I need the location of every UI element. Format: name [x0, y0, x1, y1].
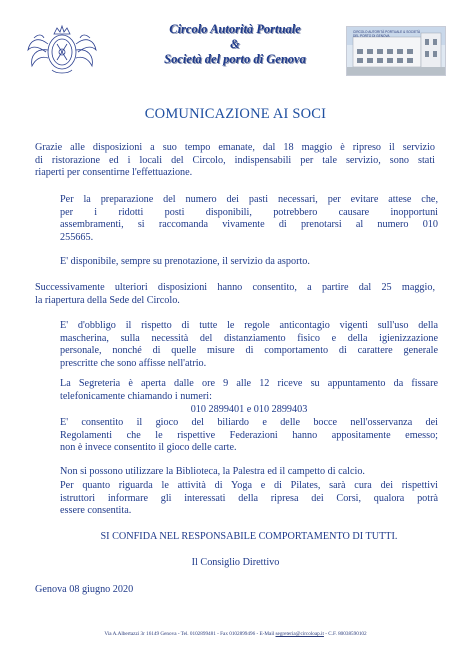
paragraph-intro	[35, 142, 435, 180]
footer-contacts	[0, 631, 471, 637]
text-line: Grazie alle disposizioni a suo tempo emanate, dal 18 maggio è ripreso il servizio	[35, 142, 435, 153]
paragraph-courses	[60, 480, 438, 518]
text-line: Per quanto riguarda le attività di Yoga e di Pilates, sarà cura dei rispettivi	[60, 480, 438, 491]
text-line: E' disponibile, sempre su prenotazione, il servizio da asporto.	[60, 256, 310, 267]
header-title-line-2: &	[230, 37, 240, 51]
text-line: per i ridotti posti disponibili, potrebbero causare inopportuni	[60, 206, 438, 218]
text-line: di ristorazione ed i locali del Circolo, indispensabili per tale servizio, sono stati	[35, 154, 435, 166]
footer-email-label: E-Mail	[259, 631, 275, 637]
text-line: E' d'obbligo il rispetto di tutte le regole anticontagio vigenti sull'uso della	[60, 320, 438, 331]
text-line: mascherina, sulla necessità del distanziamento fisico e della igienizzazione	[60, 332, 438, 344]
paragraph-rules	[60, 320, 438, 370]
footer-tel: - Tel. 0102899481	[177, 631, 216, 637]
paragraph-reopening	[35, 282, 435, 307]
paragraph-games	[60, 417, 438, 455]
crest-emblem-icon	[24, 22, 100, 78]
text-line: Per la preparazione del numero dei pasti necessari, per evitare attese che,	[60, 194, 438, 205]
text-line: Successivamente ulteriori disposizioni hanno consentito, a partire dal 25 maggio,	[35, 282, 435, 293]
paragraph-facilities	[60, 466, 438, 479]
text-line: Regolamenti che le rispettive Federazioni hanno appositamente emesso;	[60, 429, 438, 441]
paragraph-meals	[60, 194, 438, 244]
text-line: La Segreteria è aperta dalle ore 9 alle 12 riceve su appuntamento da fissare	[60, 378, 438, 389]
header-title-line-1: Circolo Autorità Portuale	[169, 22, 301, 36]
text-line: E' consentito il gioco del biliardo e delle bocce nell'osservanza dei	[60, 417, 438, 428]
text-line: riaperti per consentirne l'effettuazione.	[35, 167, 193, 179]
photo-caption: CIRCOLO AUTORITÀ PORTUALE & SOCIETÀ DEL PORTO DI GENOVA	[353, 30, 421, 38]
text-line: istruttori informare gli interessati della ripresa dei Corsi, qualora potrà	[60, 492, 438, 504]
phone-numbers: 010 2899401 e 010 2899403	[190, 404, 308, 415]
header-title	[140, 22, 330, 67]
text-line: 255665.	[60, 231, 94, 243]
paragraph-secretary	[60, 378, 438, 403]
building-photo	[346, 26, 446, 76]
text-line: non è invece consentito il gioco delle carte.	[60, 442, 237, 454]
text-line: essere consentita.	[60, 505, 132, 517]
footer-address: Via A.Albertazzi 3r 16149 Genova	[104, 631, 177, 637]
header-title-line-3: Società del porto di Genova	[164, 52, 306, 66]
footer-fax: - Fax 0102899496 -	[217, 631, 259, 637]
closing-statement: SI CONFIDA NEL RESPONSABILE COMPORTAMENTO DI TUTTI.	[100, 531, 398, 542]
paragraph-takeaway	[60, 256, 438, 269]
text-line: personale, nonché di quelle misure di comportamento di carattere generale	[60, 345, 438, 357]
text-line: la riapertura della Sede del Circolo.	[35, 294, 180, 306]
text-line: prescritte che sono affisse nell'atrio.	[60, 357, 207, 369]
footer-email-link[interactable]: segreteria@circoloap.it	[275, 631, 324, 637]
document-title: COMUNICAZIONE AI SOCI	[144, 106, 327, 122]
text-line: assembramenti, si raccomanda vivamente di prenotarsi al numero 010	[60, 219, 438, 231]
signature: Il Consiglio Direttivo	[191, 557, 280, 568]
text-line: telefonicamente chiamando i numeri:	[60, 390, 212, 402]
place-date: Genova 08 giugno 2020	[35, 584, 134, 595]
footer-cf: - C.F. 80038590102	[325, 631, 367, 637]
text-line: Non si possono utilizzare la Biblioteca, la Palestra ed il campetto di calcio.	[60, 466, 365, 477]
